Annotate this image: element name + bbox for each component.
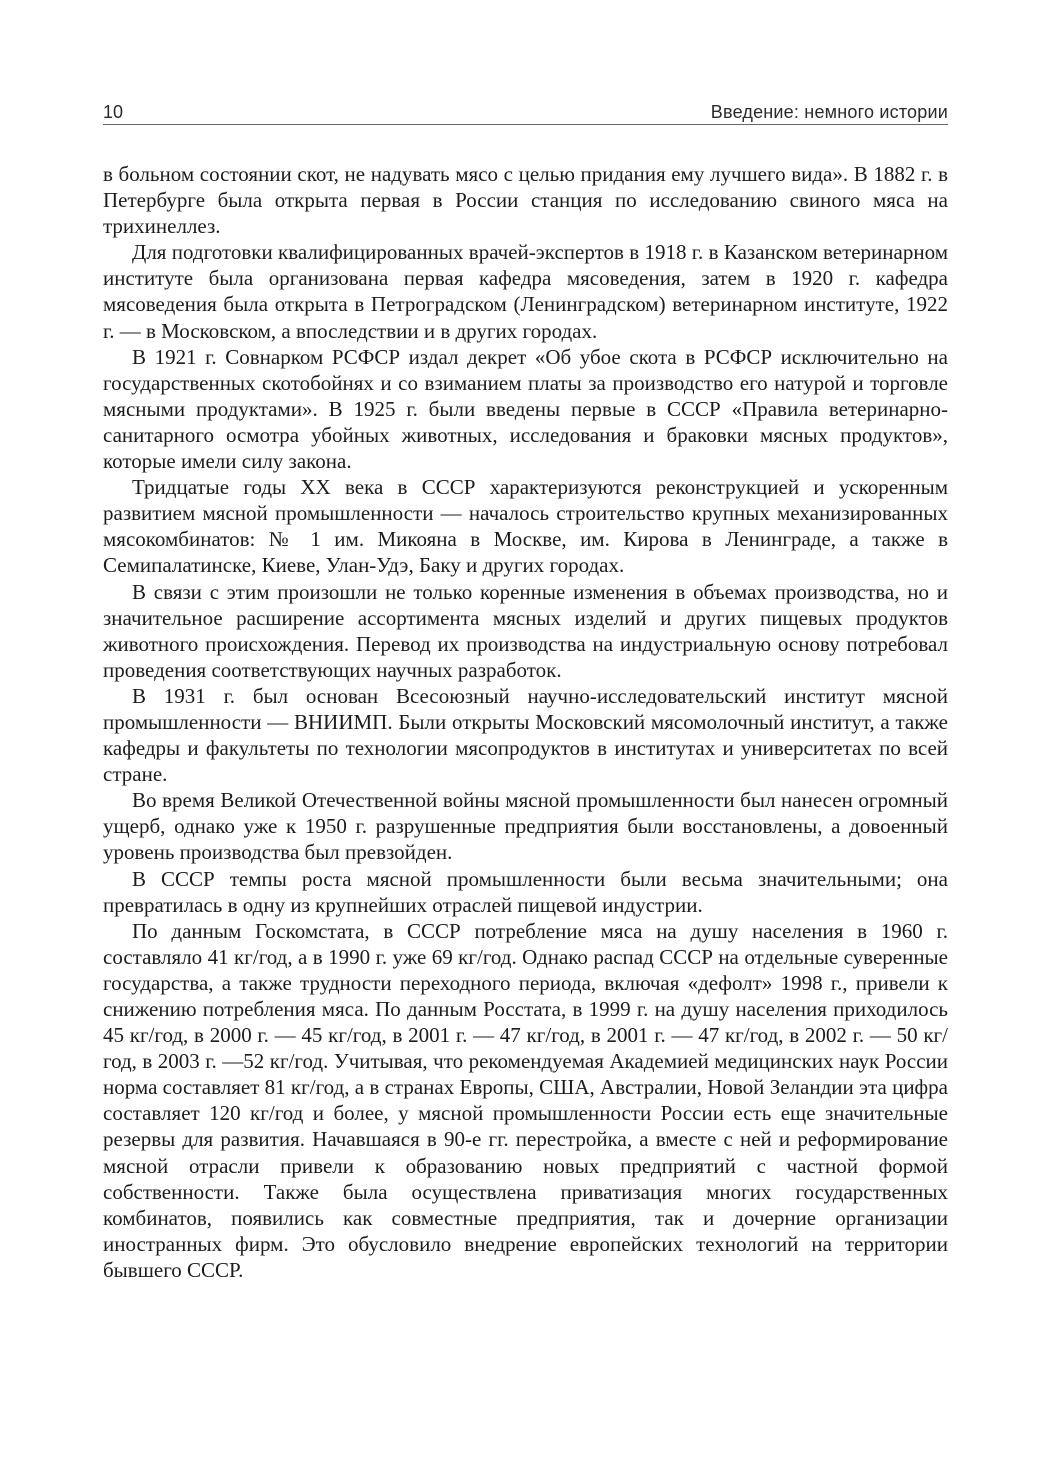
paragraph: Для подготовки квалифицированных врачей-экспертов в 1918 г. в Казанском ветеринарном институте была организована первая кафедра мясоведения, затем в 1920 г. кафедра мясоведения была открыта в Петроградском (Ленинградском) ветеринарном институте, 1922 г. — в Московском, а впоследствии и в других городах. [103, 240, 948, 343]
paragraph-continued: в больном состоянии скот, не надувать мясо с целью придания ему лучшего вида». В 1882 г. в Петербурге была открыта первая в России станция по исследованию свиного мяса на трихинеллез. [103, 162, 948, 239]
paragraph: В СССР темпы роста мясной промышленности были весьма значительными; она превратилась в одну из крупнейших отраслей пищевой индустрии. [103, 866, 948, 917]
body-text [103, 161, 948, 1283]
page-number: 10 [103, 102, 124, 122]
paragraph: В связи с этим произошли не только коренные изменения в объемах производства, но и значительное расширение ассортимента мясных изделий и других пищевых продуктов животного происхождения. Перевод их производства на индустриальную основу потребовал проведения соответствующих научных разработок. [103, 579, 948, 682]
paragraph: В 1921 г. Совнарком РСФСР издал декрет «Об убое скота в РСФСР исключительно на государственных скотобойнях и со взиманием платы за производство его натурой и торговле мясными продуктами». В 1925 г. были введены первые в СССР «Правила ветеринарно-санитарного осмотра убойных животных, исследования и браковки мясных продуктов», которые имели силу закона. [103, 344, 948, 474]
paragraph: По данным Госкомстата, в СССР потребление мяса на душу населения в 1960 г. составляло 41 кг/год, а в 1990 г. уже 69 кг/год. Однако распад СССР на отдельные суверенные государства, а также трудности переходного периода, включая «дефолт» 1998 г., привели к снижению потребления мяса. По данным Росстата, в 1999 г. на душу населения приходилось 45 кг/год, в 2000 г. — 45 кг/год, в 2001 г. — 47 кг/год, в 2001 г. — 47 кг/год, в 2002 г. — 50 кг/год, в 2003 г. —52 кг/год. Учитывая, что рекомендуемая Академией медицинских наук России норма составляет 81 кг/год, а в странах Европы, США, Австралии, Новой Зеландии эта цифра составляет 120 кг/год и более, у мясной промышленности России есть еще значительные резервы для развития. Начавшаяся в 90-е гг. перестройка, а вместе с ней и реформирование мясной отрасли привели к образованию новых предприятий с частной формой собственности. Также была осуществлена приватизация многих государственных комбинатов, появились как совместные предприятия, так и дочерние организации иностранных фирм. Это обусловило внедрение европейских технологий на территории бывшего СССР. [103, 918, 948, 1282]
running-header [103, 100, 948, 125]
paragraph: Тридцатые годы XX века в СССР характеризуются реконструкцией и ускоренным развитием мясной промышленности — началось строительство крупных механизированных мясокомбинатов: № 1 им. Микояна в Москве, им. Кирова в Ленинграде, а также в Семипалатинске, Киеве, Улан-Удэ, Баку и других городах. [103, 475, 948, 578]
running-title: Введение: немного истории [710, 102, 948, 122]
paragraph: Во время Великой Отечественной войны мясной промышленности был нанесен огромный ущерб, однако уже к 1950 г. разрушенные предприятия были восстановлены, а довоенный уровень производства был превзойден. [103, 788, 948, 865]
paragraph: В 1931 г. был основан Всесоюзный научно-исследовательский институт мясной промышленности — ВНИИМП. Были открыты Московский мясомолочный институт, а также кафедры и факультеты по технологии мясопродуктов в институтах и университетах по всей стране. [103, 683, 948, 787]
